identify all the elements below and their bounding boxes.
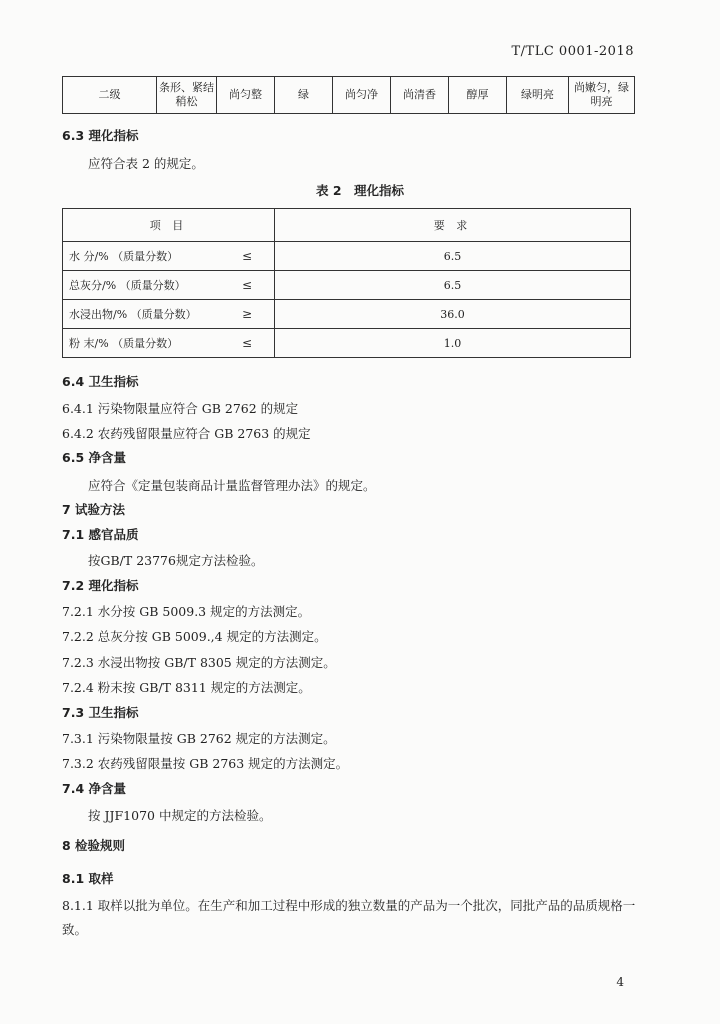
paragraph: 应符合《定量包装商品计量监督管理办法》的规定。 <box>88 478 376 493</box>
requirement-value: 1.0 <box>275 329 631 358</box>
item-cell <box>63 300 275 329</box>
table-cell: 绿明亮 <box>507 77 569 114</box>
table-row <box>63 329 631 358</box>
section-heading: 7.2 理化指标 <box>62 578 139 593</box>
paragraph: 按 JJF1070 中规定的方法检验。 <box>88 808 272 823</box>
requirement-value: 6.5 <box>275 271 631 300</box>
table-cell: 尚匀净 <box>333 77 391 114</box>
table-header-row <box>63 209 631 242</box>
section-heading: 7 试验方法 <box>62 502 126 517</box>
table-caption: 表 2 理化指标 <box>315 183 405 198</box>
section-heading: 6.3 理化指标 <box>62 128 139 143</box>
document-code: T/TLC 0001-2018 <box>511 44 634 59</box>
section-heading: 6.4 卫生指标 <box>62 374 139 389</box>
item-cell <box>63 329 275 358</box>
section-heading: 8.1 取样 <box>62 871 114 886</box>
table-row <box>63 77 635 114</box>
item-cell <box>63 271 275 300</box>
table-cell: 绿 <box>275 77 333 114</box>
table-row <box>63 242 631 271</box>
section-heading: 7.4 净含量 <box>62 781 126 796</box>
item-label: 水 分/% （质量分数） <box>69 250 179 263</box>
column-header-item: 项 目 <box>63 209 275 242</box>
item-label: 粉 末/% （质量分数） <box>69 337 179 350</box>
section-heading: 7.1 感官品质 <box>62 527 139 542</box>
section-heading: 8 检验规则 <box>62 838 126 853</box>
paragraph: 7.2.1 水分按 GB 5009.3 规定的方法测定。 <box>62 604 311 619</box>
paragraph: 7.2.4 粉末按 GB/T 8311 规定的方法测定。 <box>62 680 311 695</box>
table-row <box>63 271 631 300</box>
table-row <box>63 300 631 329</box>
table-cell: 条形、紧结稍松 <box>157 77 217 114</box>
item-cell <box>63 242 275 271</box>
page-number: 4 <box>616 975 624 989</box>
item-label: 水浸出物/% （质量分数） <box>69 308 197 321</box>
paragraph: 按GB/T 23776规定方法检验。 <box>88 553 264 568</box>
paragraph: 7.2.3 水浸出物按 GB/T 8305 规定的方法测定。 <box>62 655 336 670</box>
table-cell: 二级 <box>63 77 157 114</box>
table-cell: 尚清香 <box>391 77 449 114</box>
comparison-symbol: ≥ <box>241 307 252 321</box>
table-cell: 尚匀整 <box>217 77 275 114</box>
section-heading: 7.3 卫生指标 <box>62 705 139 720</box>
comparison-symbol: ≤ <box>241 249 252 263</box>
paragraph: 7.2.2 总灰分按 GB 5009.,4 规定的方法测定。 <box>62 629 327 644</box>
paragraph: 6.4.1 污染物限量应符合 GB 2762 的规定 <box>62 401 299 416</box>
paragraph: 7.3.1 污染物限量按 GB 2762 规定的方法测定。 <box>62 731 336 746</box>
paragraph: 应符合表 2 的规定。 <box>88 156 204 171</box>
grade-table <box>62 76 635 114</box>
item-label: 总灰分/% （质量分数） <box>69 279 186 292</box>
table-cell: 醇厚 <box>449 77 507 114</box>
section-heading: 6.5 净含量 <box>62 450 126 465</box>
column-header-requirement: 要 求 <box>275 209 631 242</box>
paragraph: 7.3.2 农药残留限量按 GB 2763 规定的方法测定。 <box>62 756 349 771</box>
requirement-value: 6.5 <box>275 242 631 271</box>
requirement-value: 36.0 <box>275 300 631 329</box>
physicochemical-table <box>62 208 631 358</box>
paragraph: 8.1.1 取样以批为单位。在生产和加工过程中形成的独立数量的产品为一个批次，同批产品的品质规格一致。 <box>62 898 636 937</box>
comparison-symbol: ≤ <box>241 336 252 350</box>
table-cell: 尚嫩匀，绿明亮 <box>569 77 635 114</box>
paragraph: 6.4.2 农药残留限量应符合 GB 2763 的规定 <box>62 426 311 441</box>
comparison-symbol: ≤ <box>241 278 252 292</box>
